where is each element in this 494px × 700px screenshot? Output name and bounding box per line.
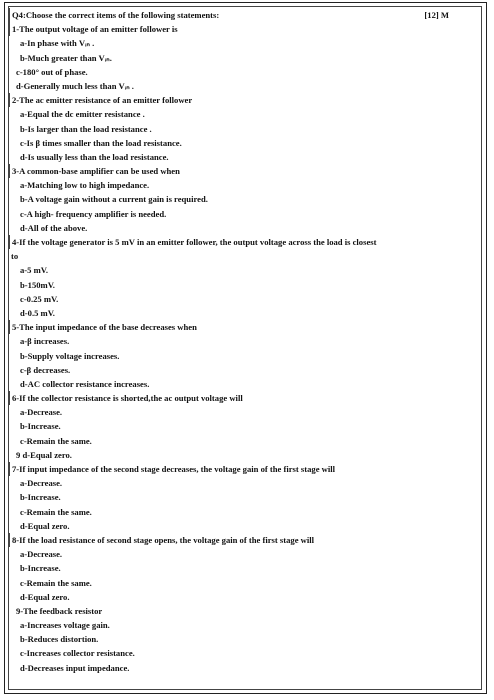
- question-8-option-c: c-Remain the same.: [20, 577, 92, 588]
- question-4-option-c: c-0.25 mV.: [20, 293, 59, 304]
- question-4-stem: 4-If the voltage generator is 5 mV in an emitter follower, the output voltage across the load is closest: [9, 235, 481, 249]
- question-2-option-c: c-Is β times smaller than the load resistance.: [20, 137, 182, 148]
- question-6-option-c: c-Remain the same.: [20, 435, 92, 446]
- question-6-option-d: 9 d-Equal zero.: [16, 449, 72, 460]
- question-5-stem: 5-The input impedance of the base decreases when: [9, 320, 481, 334]
- marks-label: [12] M: [424, 10, 449, 20]
- question-7-option-a: a-Decrease.: [20, 478, 63, 489]
- question-8-option-a: a-Decrease.: [20, 549, 63, 560]
- question-8-option-b: b-Increase.: [20, 563, 61, 574]
- question-3-option-a: a-Matching low to high impedance.: [20, 180, 150, 191]
- question-2-option-a: a-Equal the dc emitter resistance .: [20, 109, 145, 120]
- question-8-stem: 8-If the load resistance of second stage opens, the voltage gain of the first stage will: [9, 533, 481, 547]
- question-9-stem: 9-The feedback resistor: [16, 605, 103, 616]
- question-7-option-d: d-Equal zero.: [20, 520, 70, 531]
- document-page: [4, 2, 487, 694]
- question-5-option-c: c-β decreases.: [20, 364, 71, 375]
- question-4-option-a: a-5 mV.: [20, 265, 49, 276]
- question-3-stem: 3-A common-base amplifier can be used when: [9, 164, 481, 178]
- question-6-stem: 6-If the collector resistance is shorted,the ac output voltage will: [9, 391, 481, 405]
- question-9-option-b: b-Reduces distortion.: [20, 634, 99, 645]
- question-9-option-c: c-Increases collector resistance.: [20, 648, 135, 659]
- question-6-option-a: a-Decrease.: [20, 407, 63, 418]
- question-1-option-b: b-Much greater than Vᵢₙ.: [20, 52, 112, 63]
- question-8-option-d: d-Equal zero.: [20, 591, 70, 602]
- question-4-stem-continued: to: [11, 251, 19, 262]
- question-3-option-d: d-All of the above.: [20, 222, 88, 233]
- question-2-option-b: b-Is larger than the load resistance .: [20, 123, 152, 134]
- question-4-option-b: b-150mV.: [20, 279, 55, 290]
- question-7-stem: 7-If input impedance of the second stage decreases, the voltage gain of the first stage will: [9, 462, 481, 476]
- question-7-option-c: c-Remain the same.: [20, 506, 92, 517]
- question-5-option-d: d-AC collector resistance increases.: [20, 378, 150, 389]
- question-5-option-a: a-β increases.: [20, 336, 70, 347]
- question-2-option-d: d-Is usually less than the load resistance.: [20, 151, 169, 162]
- section-heading: [9, 8, 481, 22]
- question-7-option-b: b-Increase.: [20, 492, 61, 503]
- question-2-stem: 2-The ac emitter resistance of an emitter follower: [9, 93, 481, 107]
- question-1-stem: 1-The output voltage of an emitter follower is: [9, 22, 481, 36]
- question-5-option-b: b-Supply voltage increases.: [20, 350, 120, 361]
- section-title: Q4:Choose the correct items of the following statements:: [12, 10, 220, 20]
- question-4-option-d: d-0.5 mV.: [20, 307, 55, 318]
- question-9-option-d: d-Decreases input impedance.: [20, 662, 130, 673]
- question-3-option-c: c-A high- frequency amplifier is needed.: [20, 208, 167, 219]
- question-list: [11, 8, 481, 675]
- document-frame: [8, 6, 482, 690]
- question-3-option-b: b-A voltage gain without a current gain is required.: [20, 194, 208, 205]
- question-1-option-d: d-Generally much less than Vᵢₙ .: [16, 80, 134, 91]
- question-6-option-b: b-Increase.: [20, 421, 61, 432]
- question-9-option-a: a-Increases voltage gain.: [20, 620, 110, 631]
- question-1-option-c: c-180° out of phase.: [16, 66, 88, 77]
- question-1-option-a: a-In phase with Vᵢₙ .: [20, 38, 95, 49]
